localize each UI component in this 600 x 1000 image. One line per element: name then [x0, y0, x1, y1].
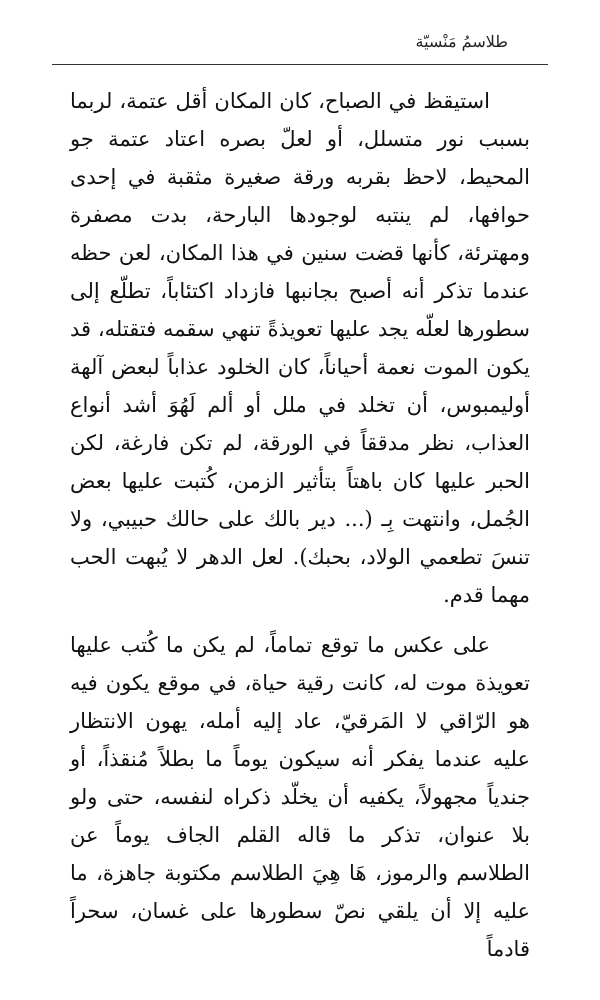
paragraph: استيقظ في الصباح، كان المكان أقل عتمة، لربما بسبب نور متسلل، أو لعلّ بصره اعتاد عتمة جو المحيط، لاحظ بقربه ورقة صغيرة مثقبة في إحدى حوافها، لم ينتبه لوجودها البارحة، بدت مصفرة ومهترئة، كأنها قضت سنين في هذا المكان، لعن حظه عندما تذكر أنه أصبح بجانبها فازداد اكتئاباً، تطلّع إلى سطورها لعلّه يجد عليها تعويذةً تنهي سقمه فتقتله، قد يكون الموت نعمة أحياناً، كان الخلود عذاباً لبعض آلهة أوليمبوس، أن تخلد في ملل أو ألم لَهُوَ أشد أنواع العذاب، نظر مدققاً في الورقة، لم تكن فارغة، لكن الحبر عليها كان باهتاً بتأثير الزمن، كُتبت عليها بعض الجُمل، وانتهت بِـ (... دير بالك على حالك حبيبي، ولا تنسَ تطعمي الولاد، بحبك). لعل الدهر لا يُبهت الحب مهما قدم.: [70, 89, 530, 607]
running-header: طلاسمُ مَنْسيّة: [415, 32, 508, 51]
paragraph: على عكس ما توقع تماماً، لم يكن ما كُتب عليها تعويذة موت له، كانت رقية حياة، في موقع يكون فيه هو الرّاقي لا المَرقيّ، عاد إليه أمله، يهون الانتظار عليه عندما يفكر أنه سيكون يوماً ما بطلاً مُنقذاً، أو جندياً مجهولاً، يكفيه أن يخلّد ذكراه لنفسه، حتى ولو بلا عنوان، تذكر ما قاله القلم الجاف يوماً عن الطلاسم والرموز، هَا هِيَ الطلاسم مكتوبة جاهزة، ما عليه إلا أن يلقي نصّ سطورها على غسان، سحراً قادماً: [70, 633, 530, 961]
body-text: [70, 82, 530, 980]
header-divider: [52, 64, 548, 65]
